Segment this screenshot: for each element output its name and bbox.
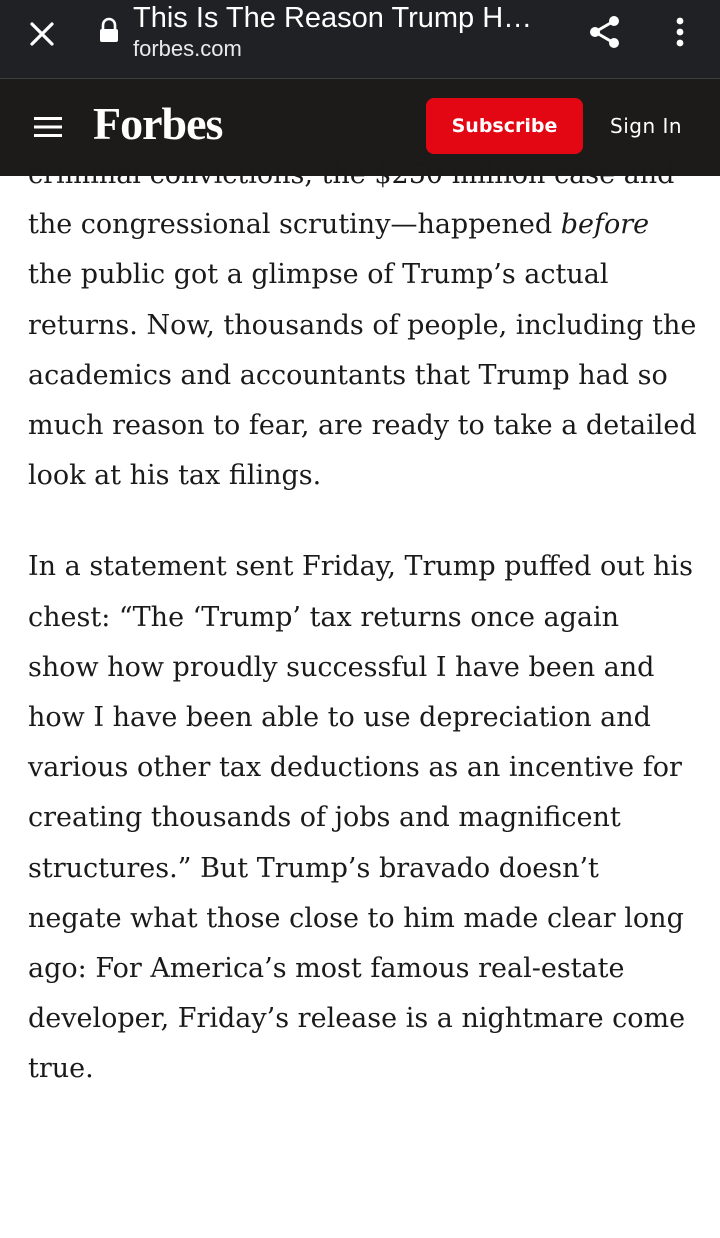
browser-toolbar	[0, 0, 720, 79]
paragraph-text: the public got a glimpse of Trump’s actual returns. Now, thousands of people, including the academics and accountants that Trump had so much reason to fear, are ready to take a detailed look at his tax filings.	[28, 259, 697, 492]
article-paragraph: In a statement sent Friday, Trump puffed out his chest: “The ‘Trump’ tax returns once again show how proudly successful I have been and how I have been able to use depreciation and various other tax deductions as an incentive for creating thousands of jobs and magnificent structures.” But Trump’s bravado doesn’t negate what those close to him made clear long ago: For America’s most famous real-estate developer, Friday’s release is a nightmare come true.	[28, 551, 693, 1085]
page-title: This Is The Reason Trump H…	[133, 2, 533, 34]
close-icon[interactable]	[22, 14, 62, 54]
lock-icon	[98, 18, 120, 44]
article-body	[0, 159, 720, 1238]
url-text: forbes.com	[133, 36, 242, 61]
paragraph-text: criminal convictions, the $250 million case and the congressional scrutiny—happened	[28, 159, 675, 241]
share-icon[interactable]	[583, 10, 627, 54]
sign-in-link[interactable]: Sign In	[610, 114, 683, 138]
hamburger-icon[interactable]	[30, 111, 66, 143]
emphasis-text: before	[560, 209, 650, 241]
forbes-logo[interactable]: Forbes	[93, 98, 223, 149]
article-paragraph	[28, 150, 698, 501]
subscribe-button[interactable]: Subscribe	[426, 98, 583, 154]
more-vert-icon[interactable]	[660, 10, 700, 54]
